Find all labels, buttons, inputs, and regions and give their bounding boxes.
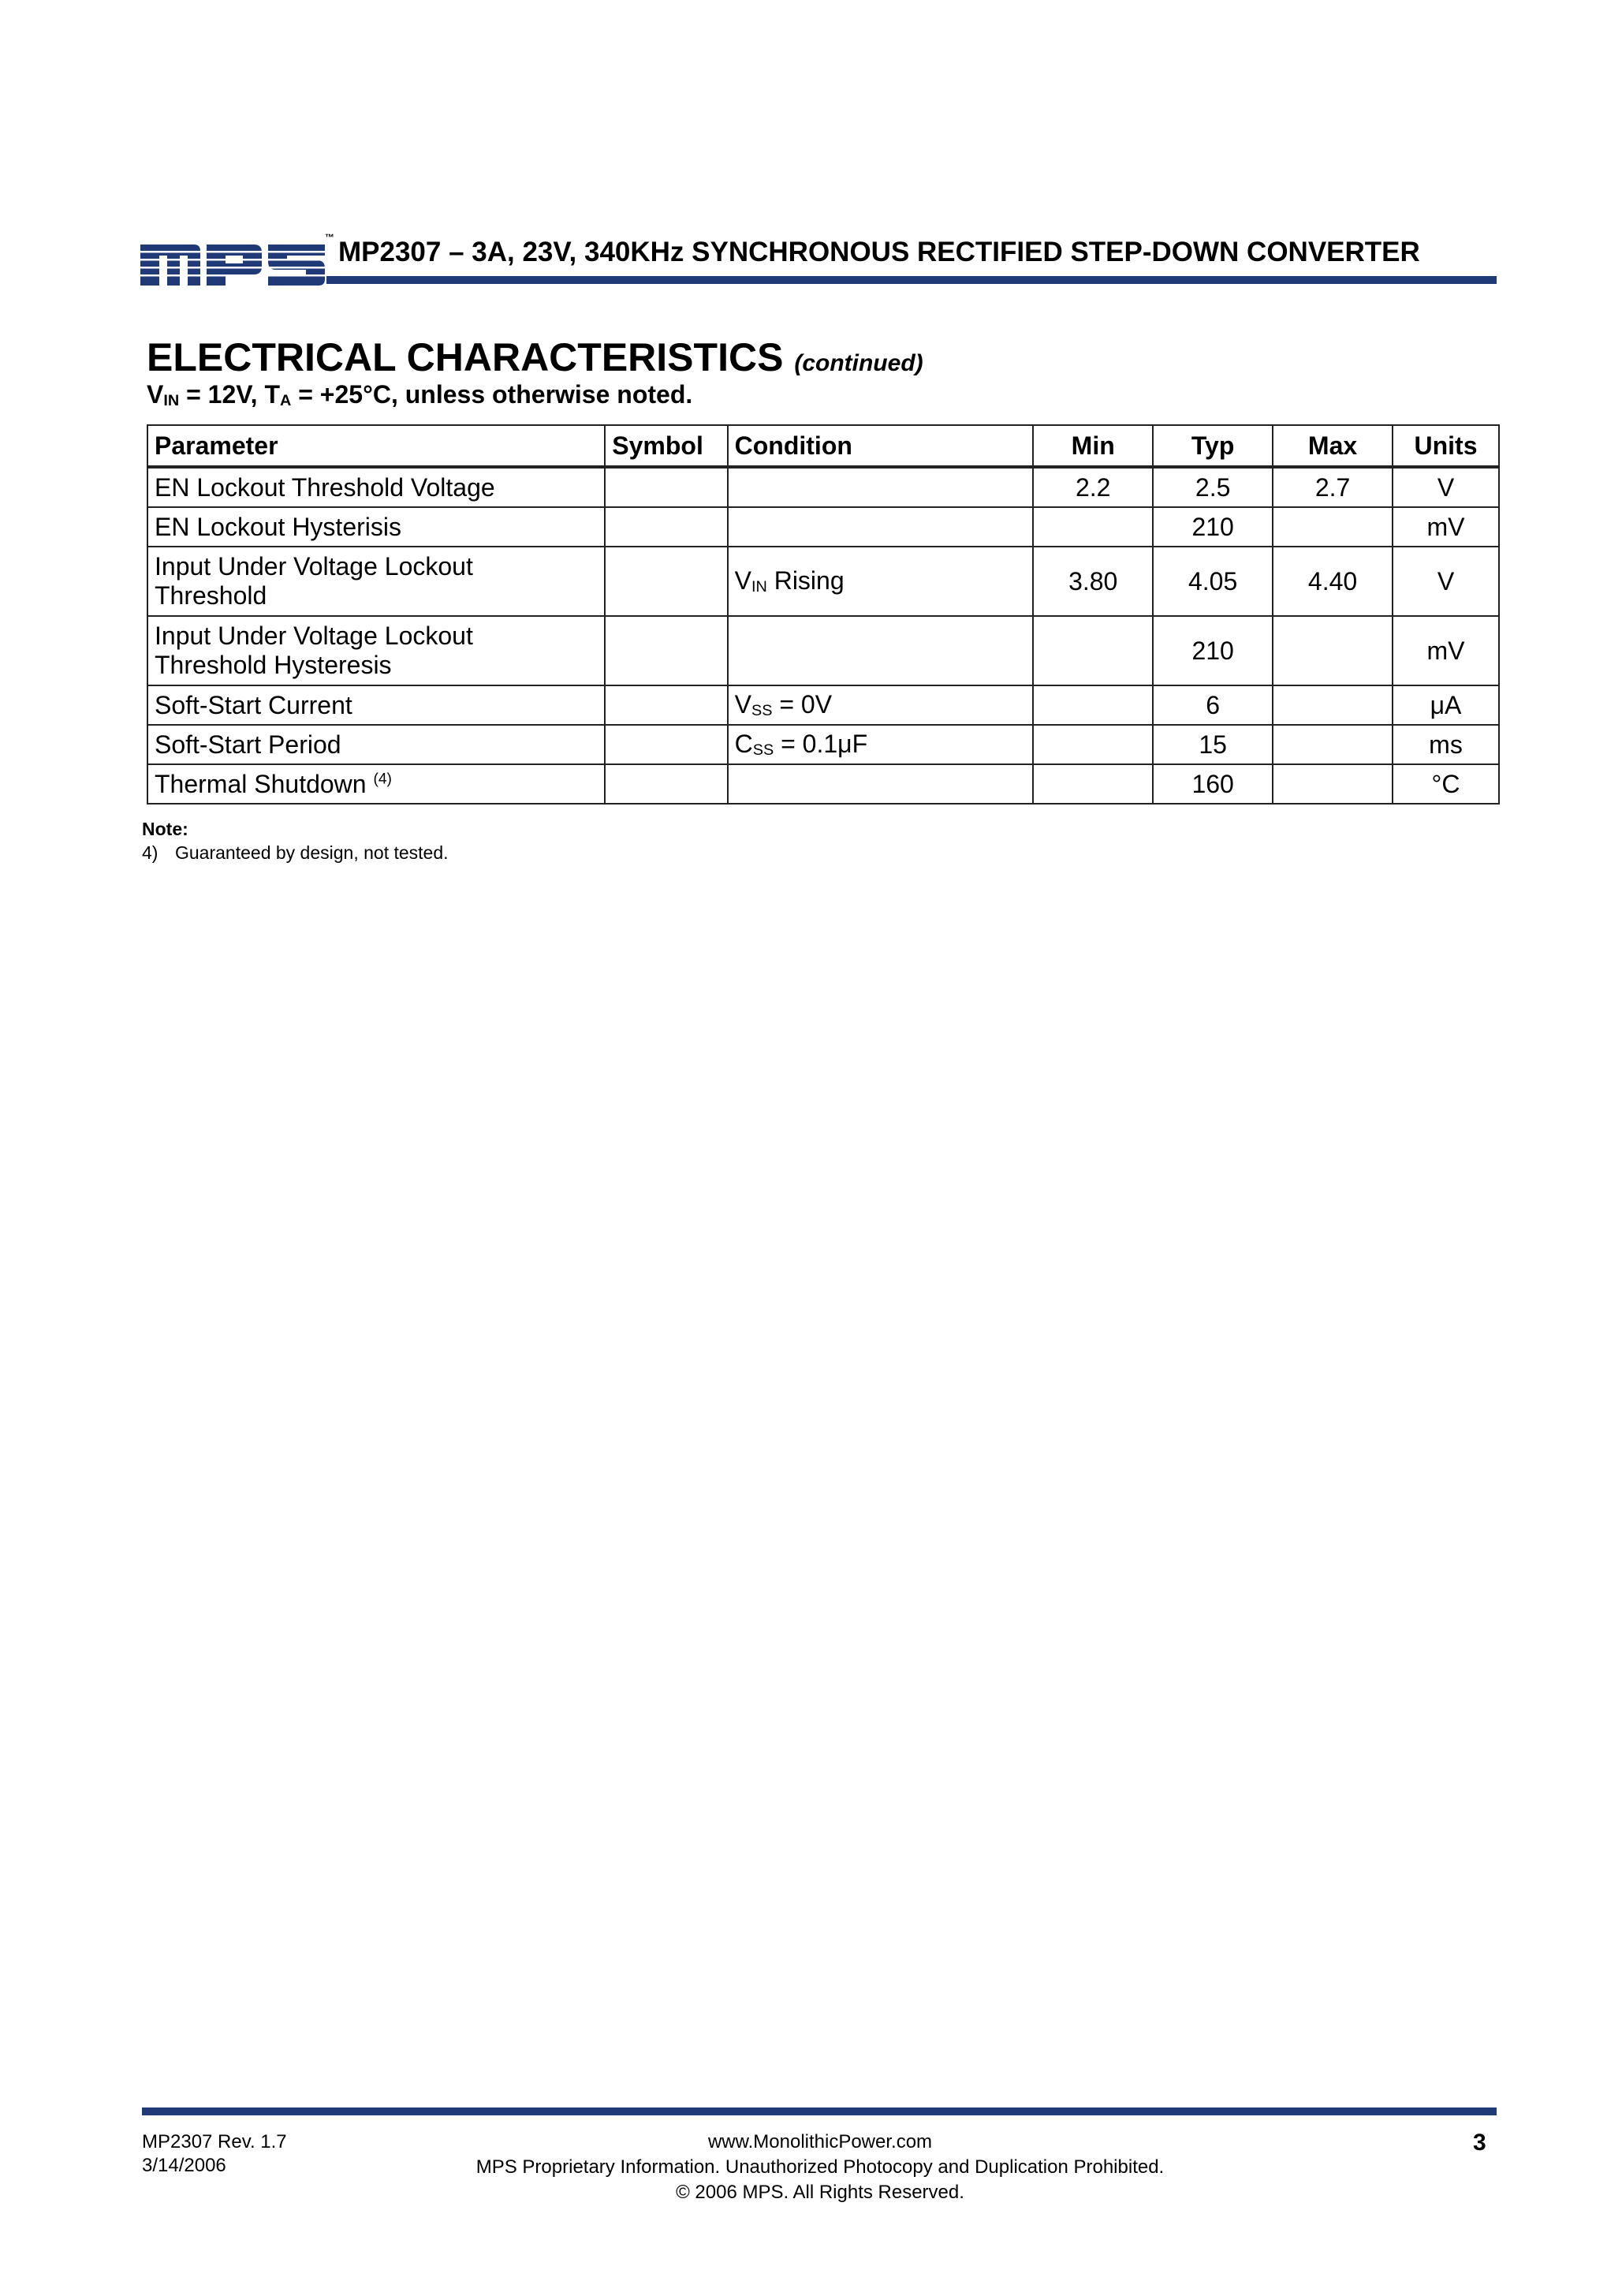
cell-min	[1033, 764, 1153, 804]
cell-max: 2.7	[1273, 467, 1393, 507]
note-body: Guaranteed by design, not tested.	[175, 842, 449, 863]
electrical-characteristics-table	[147, 424, 1500, 805]
section-title-text: ELECTRICAL CHARACTERISTICS	[147, 335, 784, 379]
header-rule	[326, 276, 1497, 284]
cell-symbol	[605, 764, 727, 804]
trademark-symbol: ™	[325, 232, 334, 243]
footer-date: 3/14/2006	[142, 2155, 226, 2176]
cell-min: 3.80	[1033, 547, 1153, 616]
page-number: 3	[1473, 2130, 1486, 2156]
table-header-row	[147, 425, 1499, 467]
cell-symbol	[605, 725, 727, 764]
cell-max	[1273, 725, 1393, 764]
cell-parameter: Input Under Voltage Lockout Threshold	[147, 547, 605, 616]
cell-parameter: EN Lockout Threshold Voltage	[147, 467, 605, 507]
header-condition: Condition	[728, 425, 1034, 467]
cell-symbol	[605, 616, 727, 685]
table-row	[147, 616, 1499, 685]
table-row	[147, 547, 1499, 616]
cell-typ: 6	[1153, 685, 1273, 725]
cell-condition: $C_{SS} = 0.1\mu F$	[728, 725, 1034, 764]
cell-units: V	[1393, 467, 1499, 507]
mps-logo	[139, 235, 326, 287]
table-row	[147, 685, 1499, 725]
footer-rule	[142, 2107, 1497, 2115]
footer-copyright: © 2006 MPS. All Rights Reserved.	[676, 2182, 964, 2203]
test-conditions: $V_{IN} = 12V$, $T_A = +25^\circ C$, unless otherwise noted.	[147, 380, 693, 409]
header-symbol: Symbol	[605, 425, 727, 467]
cell-condition: $V_{IN}$ Rising	[728, 547, 1034, 616]
cell-min	[1033, 685, 1153, 725]
table-row	[147, 467, 1499, 507]
cell-max	[1273, 685, 1393, 725]
cell-condition	[728, 507, 1034, 547]
header-max: Max	[1273, 425, 1393, 467]
cell-min	[1033, 616, 1153, 685]
cell-parameter: Input Under Voltage Lockout Threshold Hysteresis	[147, 616, 605, 685]
cell-typ: 210	[1153, 507, 1273, 547]
cell-min	[1033, 725, 1153, 764]
cell-condition: $V_{SS} = 0V$	[728, 685, 1034, 725]
cell-units: μA	[1393, 685, 1499, 725]
header-units: Units	[1393, 425, 1499, 467]
cell-typ: 210	[1153, 616, 1273, 685]
cell-max	[1273, 616, 1393, 685]
cell-max	[1273, 507, 1393, 547]
cell-min: 2.2	[1033, 467, 1153, 507]
cell-condition	[728, 616, 1034, 685]
cell-units: mV	[1393, 507, 1499, 547]
cell-symbol	[605, 507, 727, 547]
cell-parameter: Soft-Start Period	[147, 725, 605, 764]
header-typ: Typ	[1153, 425, 1273, 467]
cell-symbol	[605, 547, 727, 616]
cell-min	[1033, 507, 1153, 547]
cell-typ: 4.05	[1153, 547, 1273, 616]
cell-typ: 2.5	[1153, 467, 1273, 507]
header-min: Min	[1033, 425, 1153, 467]
section-continued: (continued)	[794, 350, 923, 376]
cell-units: ms	[1393, 725, 1499, 764]
page-header	[139, 232, 1497, 287]
cell-typ: 160	[1153, 764, 1273, 804]
cell-condition	[728, 764, 1034, 804]
footer-proprietary-notice: MPS Proprietary Information. Unauthorized Photocopy and Duplication Prohibited.	[475, 2156, 1165, 2178]
section-title	[147, 334, 923, 380]
cell-parameter: Thermal Shutdown $^{(4)}$	[147, 764, 605, 804]
footer-website-link[interactable]: www.MonolithicPower.com	[707, 2131, 933, 2152]
cell-parameter: EN Lockout Hysterisis	[147, 507, 605, 547]
cell-condition	[728, 467, 1034, 507]
note-number: 4)	[142, 842, 158, 863]
cell-symbol	[605, 467, 727, 507]
note-label: Note:	[142, 819, 188, 839]
document-title: MP2307 – 3A, 23V, 340KHz SYNCHRONOUS RECTIFIED STEP-DOWN CONVERTER	[338, 237, 1420, 267]
table-row	[147, 725, 1499, 764]
cell-units: °C	[1393, 764, 1499, 804]
cell-units: mV	[1393, 616, 1499, 685]
cell-max: 4.40	[1273, 547, 1393, 616]
note-text	[142, 842, 449, 864]
cell-parameter: Soft-Start Current	[147, 685, 605, 725]
cell-units: V	[1393, 547, 1499, 616]
footer-revision: MP2307 Rev. 1.7	[142, 2131, 287, 2152]
header-parameter: Parameter	[147, 425, 605, 467]
cell-symbol	[605, 685, 727, 725]
table-row	[147, 764, 1499, 804]
footnote-ref: (4)	[373, 770, 392, 787]
table-row	[147, 507, 1499, 547]
cell-max	[1273, 764, 1393, 804]
cell-typ: 15	[1153, 725, 1273, 764]
